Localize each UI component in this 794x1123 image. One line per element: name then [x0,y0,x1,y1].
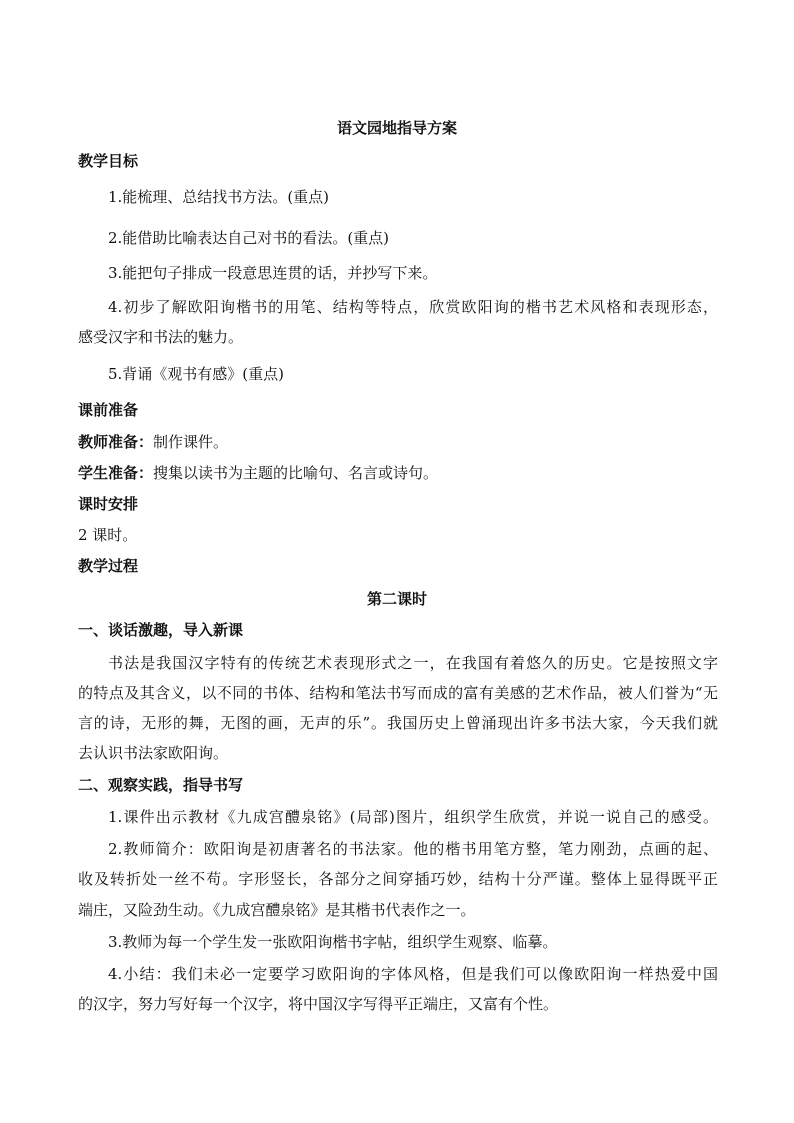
student-prep-text: 搜集以读书为主题的比喻句、名言或诗句。 [153,464,439,482]
goal-item-4-line-1: 4.初步了解欧阳询楷书的用笔、结构等特点，欣赏欧阳询的楷书艺术风格和表现形态， [108,298,718,316]
practice-item-2-line-3: 端庄，又险劲生动。《九成宫醴泉铭》是其楷书代表作之一。 [78,901,476,919]
practice-item-4-line-2: 的汉字，努力写好每一个汉字，将中国汉字写得平正端庄，又富有个性。 [78,995,559,1013]
student-prep-label: 学生准备： [78,464,154,482]
hours-text: 2 课时。 [78,526,138,544]
student-prep [78,463,718,483]
practice-item-4-line-1: 4.小结：我们未必一定要学习欧阳询的字体风格，但是我们可以像欧阳询一样热爱中国 [108,965,718,983]
lesson-heading: 第二课时 [366,590,427,608]
intro-paragraph-line-3: 言的诗，无形的舞，无图的画，无声的乐”。我国历史上曾涌现出许多书法大家，今天我们就 [78,714,718,732]
intro-paragraph-line-2: 的特点及其含义，以不同的书体、结构和笔法书写而成的富有美感的艺术作品，被人们誉为“无 [78,684,718,702]
intro-paragraph-line-1: 书法是我国汉字特有的传统艺术表现形式之一，在我国有着悠久的历史。它是按照文字 [108,654,718,672]
practice-item-1: 1.课件出示教材《九成宫醴泉铭》(局部)图片，组织学生欣赏，并说一说自己的感受。 [108,808,718,826]
practice-item-2-line-2: 收及转折处一丝不苟。字形竖长，各部分之间穿插巧妙，结构十分严谨。整体上显得既平正 [78,870,718,888]
page-title: 语文园地指导方案 [336,119,457,137]
goal-item-5: 5.背诵《观书有感》(重点) [108,365,285,383]
practice-item-2-line-1: 2.教师简介：欧阳询是初唐著名的书法家。他的楷书用笔方整，笔力刚劲，点画的起、 [108,840,718,858]
teacher-prep-text: 制作课件。 [153,433,229,451]
subheading-practice: 二、观察实践，指导书写 [78,776,244,794]
section-heading-goals: 教学目标 [78,152,139,170]
goal-item-4-line-2: 感受汉字和书法的魅力。 [78,328,244,346]
teacher-prep-label: 教师准备： [78,433,154,451]
teacher-prep [78,432,718,452]
goal-item-2: 2.能借助比喻表达自己对书的看法。(重点) [108,229,390,247]
section-heading-hours: 课时安排 [78,495,139,513]
subheading-intro: 一、谈话激趣，导入新课 [78,621,244,639]
section-heading-process: 教学过程 [78,557,139,575]
goal-item-3: 3.能把句子排成一段意思连贯的话，并抄写下来。 [108,264,438,282]
goal-item-1: 1.能梳理、总结找书方法。(重点) [108,188,330,206]
intro-paragraph-line-4: 去认识书法家欧阳询。 [78,744,229,762]
practice-item-3: 3.教师为每一个学生发一张欧阳询楷书字帖，组织学生观察、临摹。 [108,933,558,951]
section-heading-prep: 课前准备 [78,401,139,419]
